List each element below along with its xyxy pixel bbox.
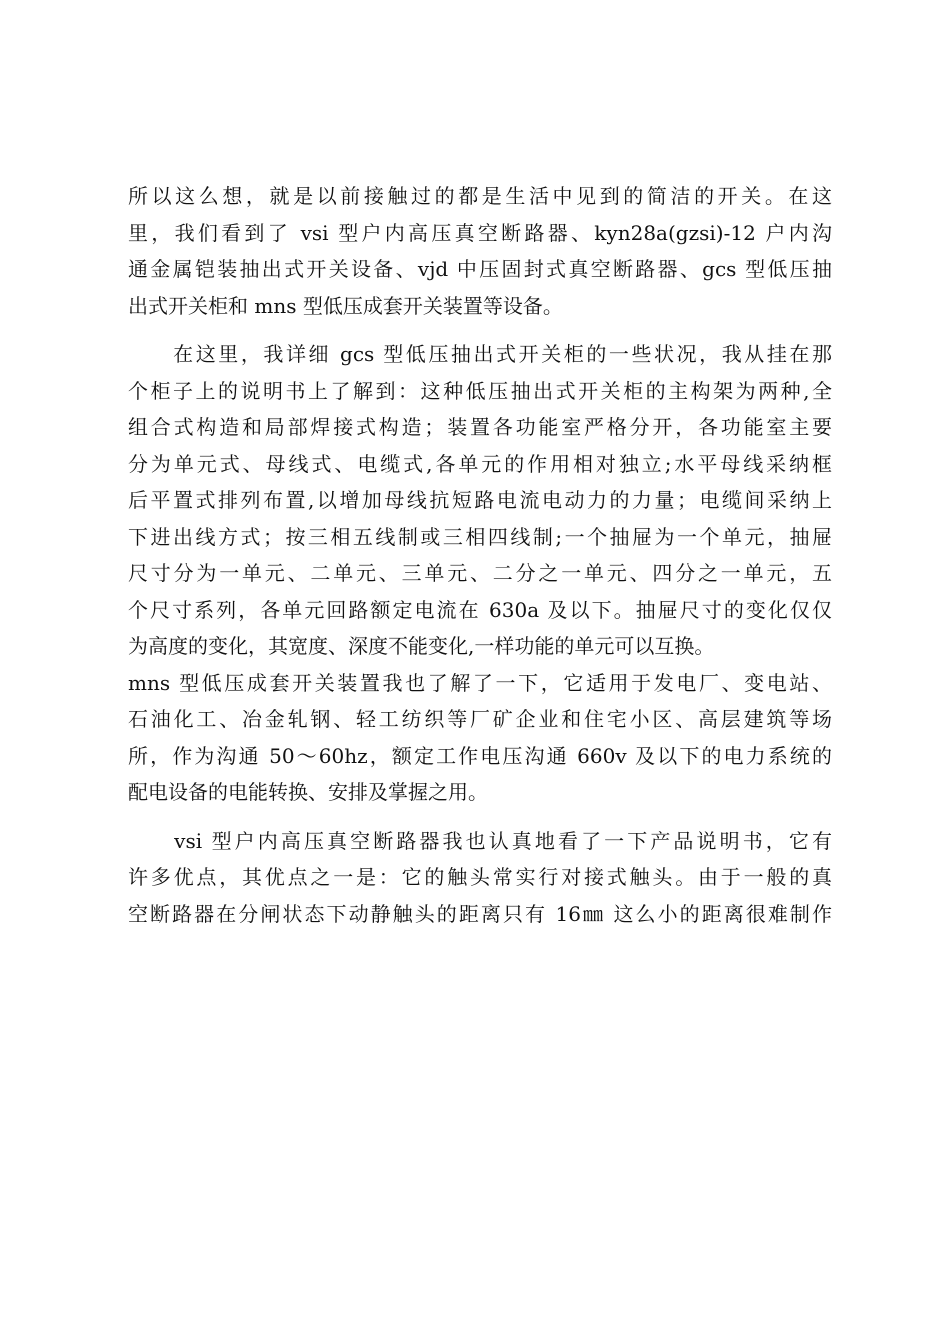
text-line: 在这里，我详细 gcs 型低压抽出式开关柜的一些状况，我从挂在那 bbox=[128, 342, 832, 366]
paragraph-spacer bbox=[128, 811, 832, 823]
text-line: 个柜子上的说明书上了解到：这种低压抽出式开关柜的主构架为两种,全 bbox=[128, 378, 832, 403]
paragraph-1 bbox=[128, 178, 832, 324]
text-line: 组合式构造和局部焊接式构造；装置各功能室严格分开，各功能室主要 bbox=[128, 415, 832, 439]
document-body bbox=[128, 178, 832, 932]
text-line: 里，我们看到了 vsi 型户内高压真空断路器、kyn28a(gzsi)-12 户内沟 bbox=[128, 220, 832, 245]
text-line: 后平置式排列布置,以增加母线抗短路电流电动力的力量；电缆间采纳上 bbox=[128, 488, 832, 512]
text-line: 所，作为沟通 50～60hz，额定工作电压沟通 660v 及以下的电力系统的 bbox=[128, 743, 832, 768]
paragraph-spacer bbox=[128, 324, 832, 336]
text-line: mns 型低压成套开关装置我也了解了一下，它适用于发电厂、变电站、 bbox=[128, 670, 832, 695]
text-line: 出式开关柜和 mns 型低压成套开关装置等设备。 bbox=[128, 293, 563, 318]
text-line: 分为单元式、母线式、电缆式,各单元的作用相对独立;水平母线采纳框 bbox=[128, 451, 832, 476]
text-line: 石油化工、冶金轧钢、轻工纺织等厂矿企业和住宅小区、高层建筑等场 bbox=[128, 707, 832, 731]
text-line: 尺寸分为一单元、二单元、三单元、二分之一单元、四分之一单元，五 bbox=[128, 561, 832, 585]
text-line: 为高度的变化，其宽度、深度不能变化,一样功能的单元可以互换。 bbox=[128, 634, 715, 658]
text-line: 配电设备的电能转换、安排及掌握之用。 bbox=[128, 780, 488, 804]
text-line: 空断路器在分闸状态下动静触头的距离只有 16㎜ 这么小的距离很难制作 bbox=[128, 901, 832, 926]
text-line: 个尺寸系列，各单元回路额定电流在 630a 及以下。抽屉尺寸的变化仅仅 bbox=[128, 597, 832, 622]
text-line: 所以这么想，就是以前接触过的都是生活中见到的简洁的开关。在这 bbox=[128, 184, 832, 208]
text-line: 通金属铠装抽出式开关设备、vjd 中压固封式真空断路器、gcs 型低压抽 bbox=[128, 257, 832, 281]
paragraph-3 bbox=[128, 823, 832, 933]
text-line: vsi 型户内高压真空断路器我也认真地看了一下产品说明书，它有 bbox=[128, 828, 832, 853]
text-line: 许多优点，其优点之一是：它的触头常实行对接式触头。由于一般的真 bbox=[128, 865, 832, 889]
text-line: 下进出线方式；按三相五线制或三相四线制;一个抽屉为一个单元，抽屉 bbox=[128, 524, 832, 549]
paragraph-2 bbox=[128, 336, 832, 811]
